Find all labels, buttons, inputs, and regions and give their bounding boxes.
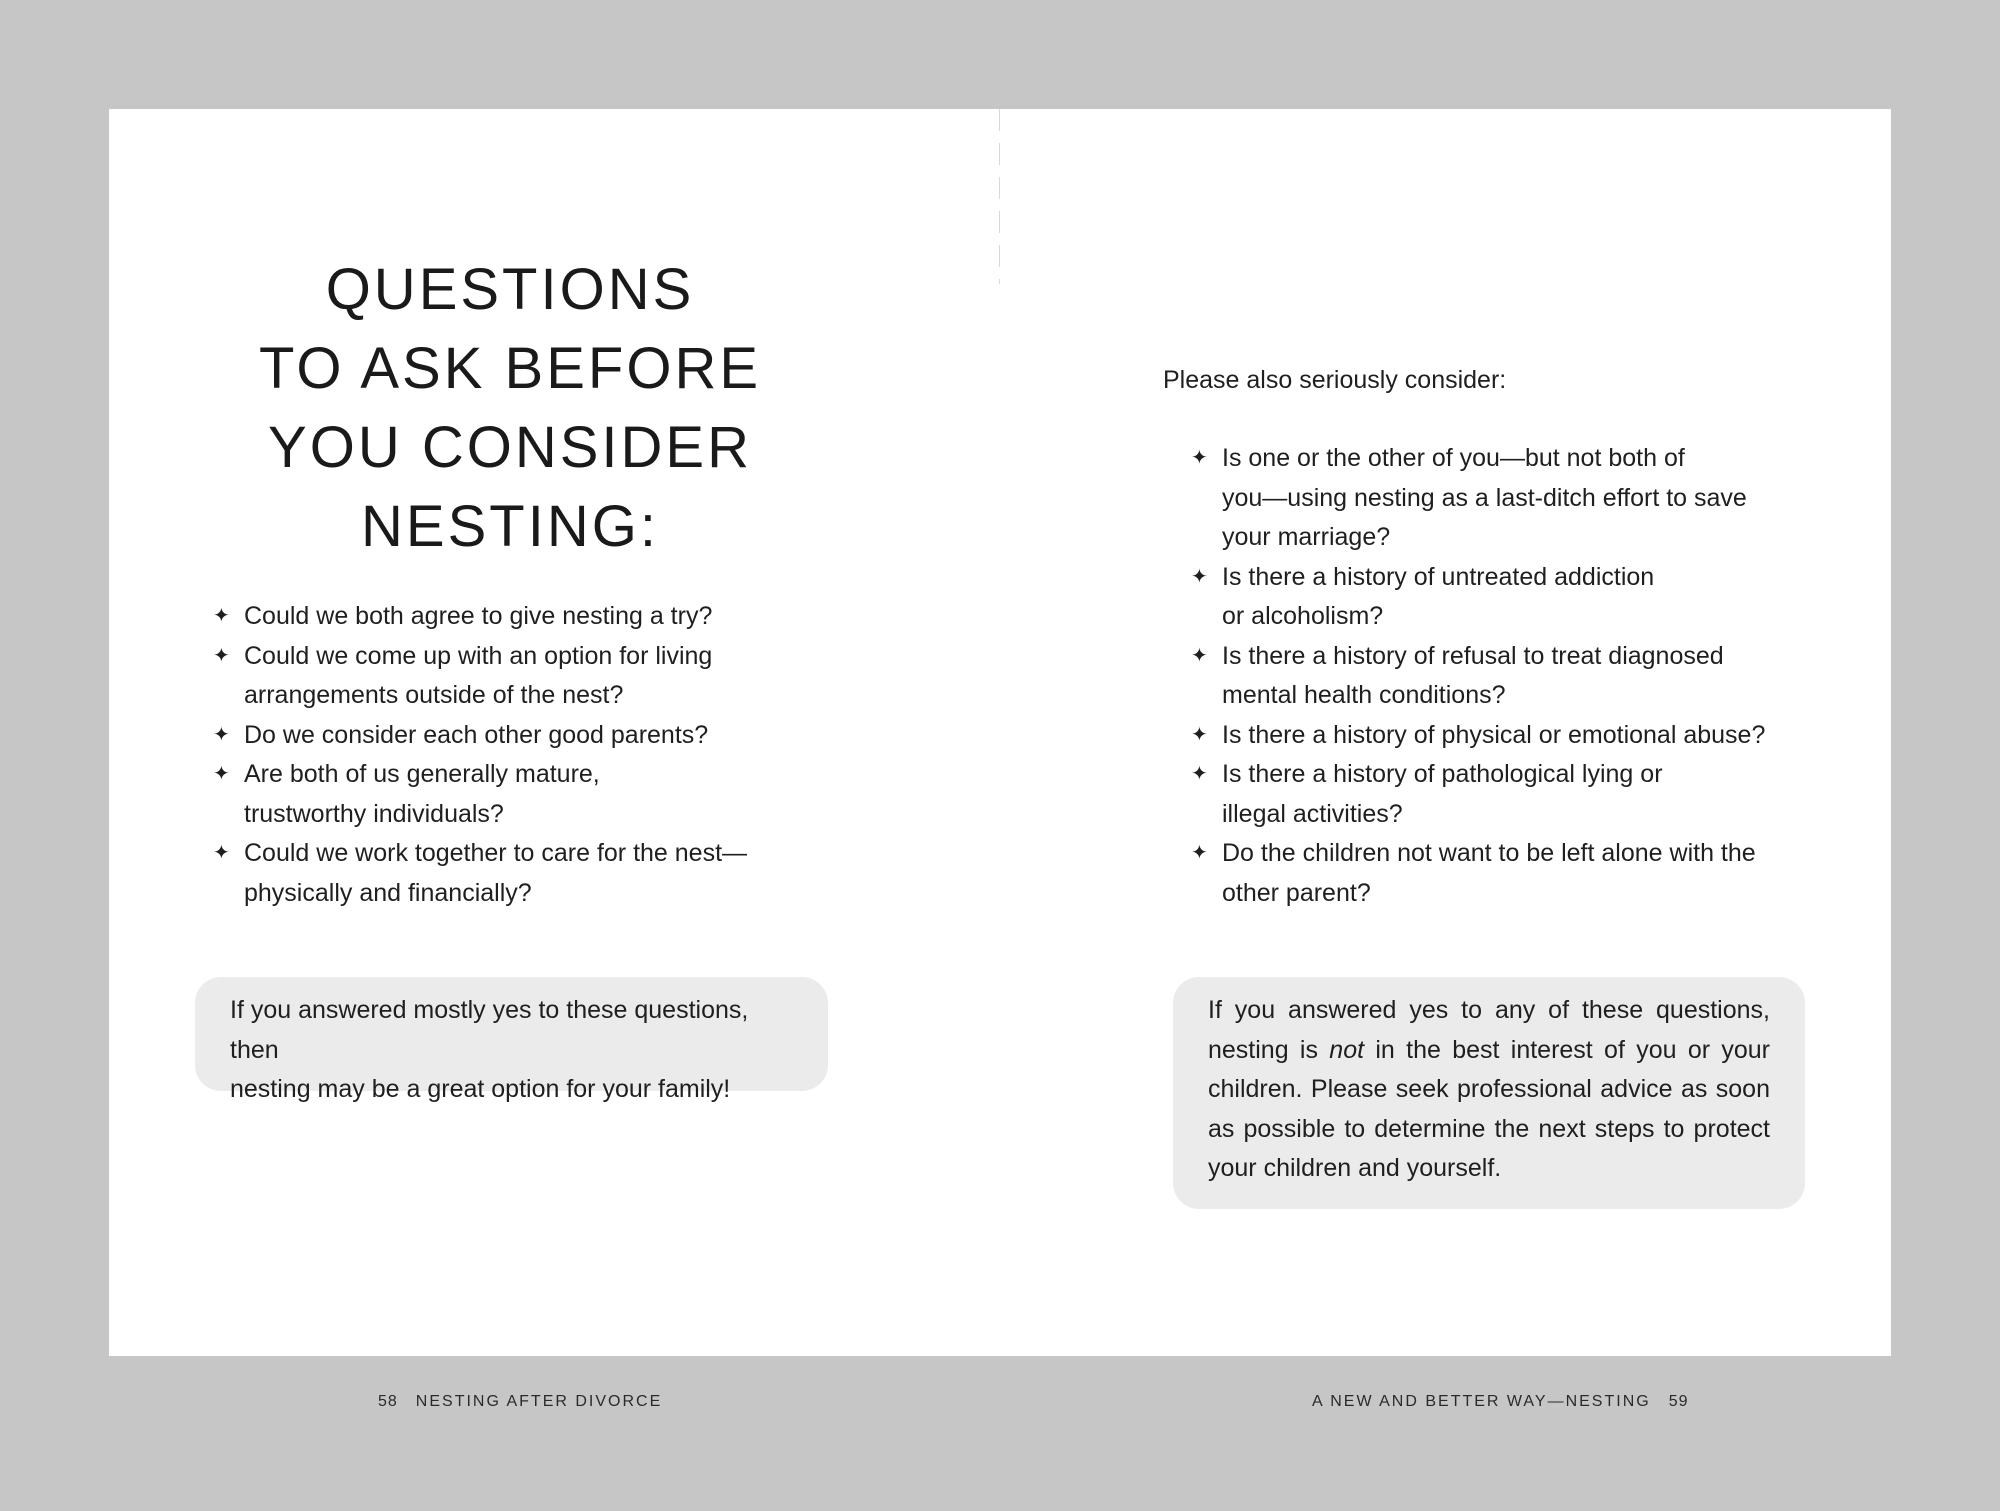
star-bullet-icon: ✦ xyxy=(1191,723,1208,746)
list-item-line: trustworthy individuals? xyxy=(244,799,504,828)
list-item xyxy=(1191,755,1791,834)
right-page-footer xyxy=(1312,1393,1689,1411)
title-line: TO ASK BEFORE xyxy=(258,336,762,401)
title-line: QUESTIONS xyxy=(325,257,695,322)
star-bullet-icon: ✦ xyxy=(213,842,230,864)
list-item-line: Could we work together to care for the nest— xyxy=(244,839,748,867)
list-item xyxy=(1191,558,1791,637)
list-item xyxy=(1191,637,1791,716)
left-question-list xyxy=(213,597,773,913)
left-page-footer xyxy=(378,1393,662,1411)
title-line: YOU CONSIDER xyxy=(268,415,752,480)
star-bullet-icon: ✦ xyxy=(213,763,230,785)
running-head: A NEW AND BETTER WAY—NESTING xyxy=(1312,1393,1651,1410)
star-bullet-icon: ✦ xyxy=(1191,644,1208,667)
gutter-mark xyxy=(999,109,1000,284)
callout-text-end: in the best interest of you or your children. Please seek professional advice as soon as possible to determine the next steps to protect your children and yourself. xyxy=(1208,1035,1770,1182)
list-item xyxy=(213,637,773,716)
page-number: 58 xyxy=(378,1393,398,1410)
list-item-line: Is one or the other of you—but not both of xyxy=(1222,444,1685,472)
star-bullet-icon: ✦ xyxy=(1191,447,1208,469)
list-item-line: illegal activities? xyxy=(1222,799,1403,828)
list-item-line: Is there a history of refusal to treat diagnosed xyxy=(1222,641,1724,670)
list-item-line: mental health conditions? xyxy=(1222,681,1506,709)
list-item-line: or alcoholism? xyxy=(1222,602,1384,630)
list-item xyxy=(213,755,773,834)
list-item-line: your marriage? xyxy=(1222,523,1391,551)
list-item-line: physically and financially? xyxy=(244,878,532,907)
list-item-line: Is there a history of pathological lying or xyxy=(1222,760,1663,788)
callout-text-start: If you answered yes to any of these questions, nesting is xyxy=(1208,996,1770,1064)
star-bullet-icon: ✦ xyxy=(213,605,230,627)
callout-emphasis: not xyxy=(1329,1035,1365,1064)
title-line: NESTING: xyxy=(361,494,659,559)
list-item-line: arrangements outside of the nest? xyxy=(244,681,624,709)
star-bullet-icon: ✦ xyxy=(1191,763,1208,785)
list-item xyxy=(1191,716,1791,756)
list-item-line: other parent? xyxy=(1222,878,1371,907)
star-bullet-icon: ✦ xyxy=(1191,842,1208,864)
list-item xyxy=(1191,439,1791,558)
list-item-line: Is there a history of physical or emotional abuse? xyxy=(1222,720,1766,749)
list-item xyxy=(213,834,773,913)
callout-text xyxy=(230,991,798,1110)
running-head: NESTING AFTER DIVORCE xyxy=(415,1393,663,1410)
list-item-line: Could we both agree to give nesting a try? xyxy=(244,602,713,630)
right-question-list xyxy=(1191,439,1791,913)
list-item xyxy=(213,597,773,637)
star-bullet-icon: ✦ xyxy=(213,644,230,667)
left-callout-box xyxy=(195,977,828,1103)
intro-text: Please also seriously consider: xyxy=(1163,366,1507,394)
page-number: 59 xyxy=(1668,1393,1689,1410)
callout-line: nesting may be a great option for your family! xyxy=(230,1075,731,1103)
page-title xyxy=(230,250,790,566)
callout-text xyxy=(1208,991,1770,1189)
list-item-line: Do the children not want to be left alone with the xyxy=(1222,839,1756,867)
list-item xyxy=(1191,834,1791,913)
star-bullet-icon: ✦ xyxy=(1191,565,1208,588)
list-item-line: Could we come up with an option for living xyxy=(244,641,713,670)
list-item-line: Is there a history of untreated addiction xyxy=(1222,562,1655,591)
list-item xyxy=(213,716,773,756)
right-callout-box xyxy=(1173,977,1805,1209)
list-item-line: you—using nesting as a last-ditch effort to save xyxy=(1222,483,1747,512)
list-item-line: Are both of us generally mature, xyxy=(244,760,600,788)
callout-line: If you answered mostly yes to these questions, then xyxy=(230,996,749,1064)
star-bullet-icon: ✦ xyxy=(213,723,230,746)
list-item-line: Do we consider each other good parents? xyxy=(244,720,709,749)
